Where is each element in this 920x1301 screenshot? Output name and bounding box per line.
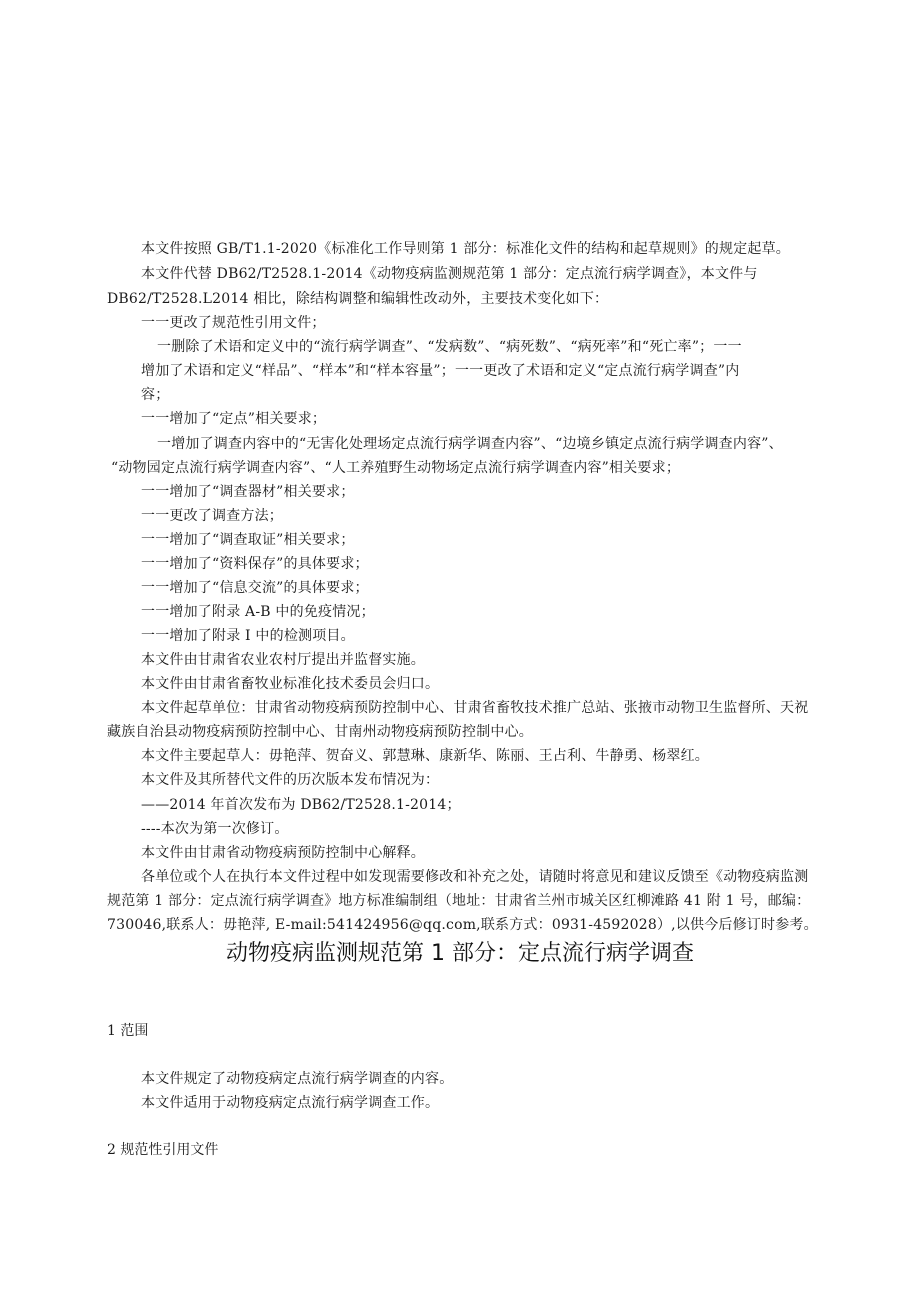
foreword-line-11: 一一增加了“调查器材”相关要求； xyxy=(141,484,355,500)
foreword-line-26: 本文件由甘肃省动物疫病预防控制中心解释。 xyxy=(141,845,425,861)
foreword-line-12: 一一更改了调查方法； xyxy=(141,508,283,524)
section-2-heading: 2 规范性引用文件 xyxy=(107,1142,219,1158)
foreword-line-1: 本文件按照 GB/T1.1-2020《标准化工作导则第 1 部分：标准化文件的结构和起草规则》的规定起草。 xyxy=(141,241,791,257)
foreword-line-5: 一删除了术语和定义中的“流行病学调查”、“发病数”、“病死数”、“病死率”和“死亡率”；一一 xyxy=(157,339,742,355)
foreword-line-6: 增加了术语和定义“样品”、“样本”和“样本容量”；一一更改了术语和定义“定点流行病学调查”内 xyxy=(141,363,740,379)
foreword-line-15: 一一增加了“信息交流”的具体要求； xyxy=(141,580,369,596)
foreword-line-25: ----本次为第一次修订。 xyxy=(141,821,289,837)
section-1-line-2: 本文件适用于动物疫病定点流行病学调查工作。 xyxy=(141,1095,440,1111)
foreword-line-21: 藏族自治县动物疫病预防控制中心、甘南州动物疫病预防控制中心。 xyxy=(107,724,533,740)
foreword-line-7: 容； xyxy=(141,387,170,403)
foreword-line-22: 本文件主要起草人：毋艳萍、贺奋义、郭慧琳、康新华、陈丽、王占利、牛静勇、杨翠红。 xyxy=(141,748,709,764)
section-1-line-1: 本文件规定了动物疫病定点流行病学调查的内容。 xyxy=(141,1071,454,1087)
foreword-line-2: 本文件代替 DB62/T2528.1-2014《动物疫病监测规范第 1 部分：定点流行病学调查》，本文件与 xyxy=(141,266,758,282)
foreword-line-23: 本文件及其所替代文件的历次版本发布情况为： xyxy=(141,772,440,788)
foreword-line-3: DB62/T2528.L2014 相比，除结构调整和编辑性改动外，主要技术变化如下： xyxy=(107,291,609,307)
foreword-line-10: “动物园定点流行病学调查内容”、“人工养殖野生动物场定点流行病学调查内容”相关要求； xyxy=(111,460,681,476)
foreword-line-27: 各单位或个人在执行本文件过程中如发现需要修改和补充之处，请随时将意见和建议反馈至《动物疫病监测 xyxy=(141,869,809,885)
foreword-line-18: 本文件由甘肃省农业农村厅提出并监督实施。 xyxy=(141,652,425,668)
foreword-line-9: 一增加了调查内容中的“无害化处理场定点流行病学调查内容”、“边境乡镇定点流行病学调查内容”、 xyxy=(157,436,783,452)
foreword-line-29: 730046,联系人：毋艳萍, E-mail:541424956@qq.com,联系方式：0931-4592028）,以供今后修订时参考。 xyxy=(107,917,818,933)
foreword-line-8: 一一增加了“定点”相关要求； xyxy=(141,411,327,427)
foreword-line-16: 一一增加了附录 A-B 中的免疫情况； xyxy=(141,604,375,620)
foreword-line-4: 一一更改了规范性引用文件； xyxy=(141,315,326,331)
foreword-line-24: ——2014 年首次发布为 DB62/T2528.1-2014； xyxy=(141,797,461,813)
foreword-line-20: 本文件起草单位：甘肃省动物疫病预防控制中心、甘肃省畜牧技术推广总站、张掖市动物卫生监督所、天祝 xyxy=(141,700,809,716)
foreword-line-28: 规范第 1 部分：定点流行病学调查》地方标准编制组（地址：甘肃省兰州市城关区红柳滩路 41 附 1 号，邮编： xyxy=(107,893,811,909)
foreword-line-13: 一一增加了“调查取证”相关要求； xyxy=(141,532,355,548)
document-title: 动物疫病监测规范第 1 部分：定点流行病学调查 xyxy=(226,941,694,966)
foreword-line-19: 本文件由甘肃省畜牧业标准化技术委员会归口。 xyxy=(141,676,440,692)
foreword-line-14: 一一增加了“资料保存”的具体要求； xyxy=(141,556,369,572)
section-1-heading: 1 范围 xyxy=(107,1023,149,1039)
foreword-line-17: 一一增加了附录 I 中的检测项目。 xyxy=(141,628,355,644)
